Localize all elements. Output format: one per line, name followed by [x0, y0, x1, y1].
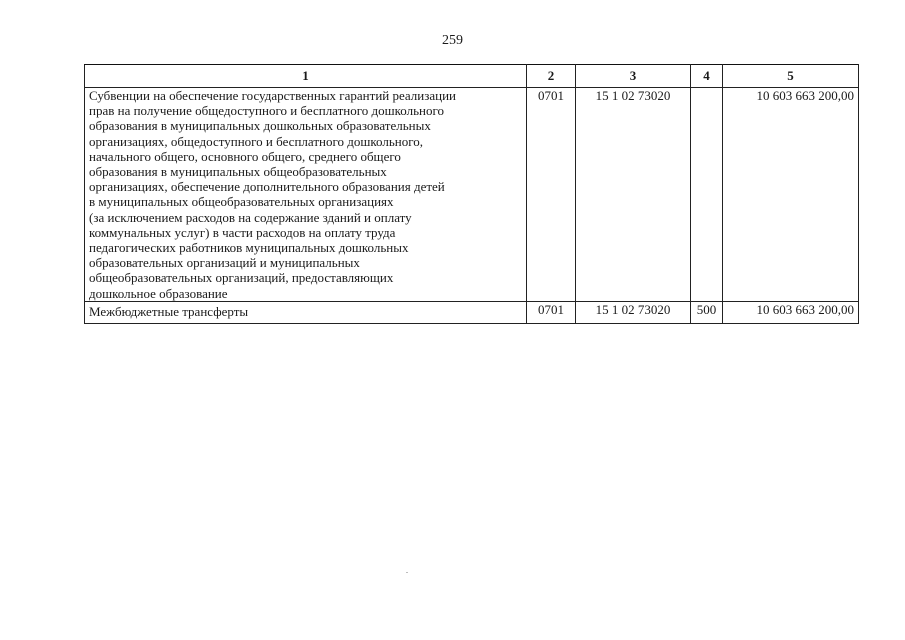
section-code-cell: 0701 [527, 88, 576, 302]
budget-table [84, 64, 859, 324]
expense-name-line: Межбюджетные трансферты [89, 303, 249, 319]
table-row [85, 88, 859, 302]
expense-name-line: образования в муниципальных общеобразовательных [89, 164, 387, 180]
expense-name-line: Субвенции на обеспечение государственных гарантий реализации [89, 88, 457, 103]
scan-speck [406, 572, 408, 573]
header-col-5: 5 [723, 65, 859, 88]
expense-name-line: дошкольное образование [89, 285, 228, 301]
expense-name-line: организациях, обеспечение дополнительного образования детей [89, 179, 445, 195]
header-col-4: 4 [691, 65, 723, 88]
expense-name-cell [85, 88, 527, 302]
expense-name-line: начального общего, основного общего, среднего общего [89, 148, 401, 164]
target-code-cell: 15 1 02 73020 [576, 88, 691, 302]
amount-cell: 10 603 663 200,00 [723, 88, 859, 302]
header-col-3: 3 [576, 65, 691, 88]
expense-name-line: общеобразовательных организаций, предоставляющих [89, 270, 394, 286]
page-number: 259 [442, 33, 463, 48]
table-row [85, 301, 859, 323]
expense-name-line: в муниципальных общеобразовательных организациях [89, 194, 394, 210]
expense-type-cell: 500 [691, 301, 723, 323]
expense-name-line: организациях, общедоступного и бесплатного дошкольного, [89, 133, 423, 149]
expense-type-cell [691, 88, 723, 302]
expense-name-line: педагогических работников муниципальных дошкольных [89, 240, 409, 256]
header-col-1: 1 [85, 65, 527, 88]
expense-name-line: (за исключением расходов на содержание зданий и оплату [89, 209, 412, 225]
header-row [85, 65, 859, 88]
expense-name-line: коммунальных услуг) в части расходов на оплату труда [89, 224, 396, 240]
expense-name-line: образования в муниципальных дошкольных образовательных [89, 118, 431, 134]
expense-name-line: прав на получение общедоступного и бесплатного дошкольного [89, 103, 444, 119]
amount-cell: 10 603 663 200,00 [723, 301, 859, 323]
target-code-cell: 15 1 02 73020 [576, 301, 691, 323]
expense-name-line: образовательных организаций и муниципальных [89, 255, 360, 271]
header-col-2: 2 [527, 65, 576, 88]
expense-name-cell [85, 301, 527, 323]
section-code-cell: 0701 [527, 301, 576, 323]
